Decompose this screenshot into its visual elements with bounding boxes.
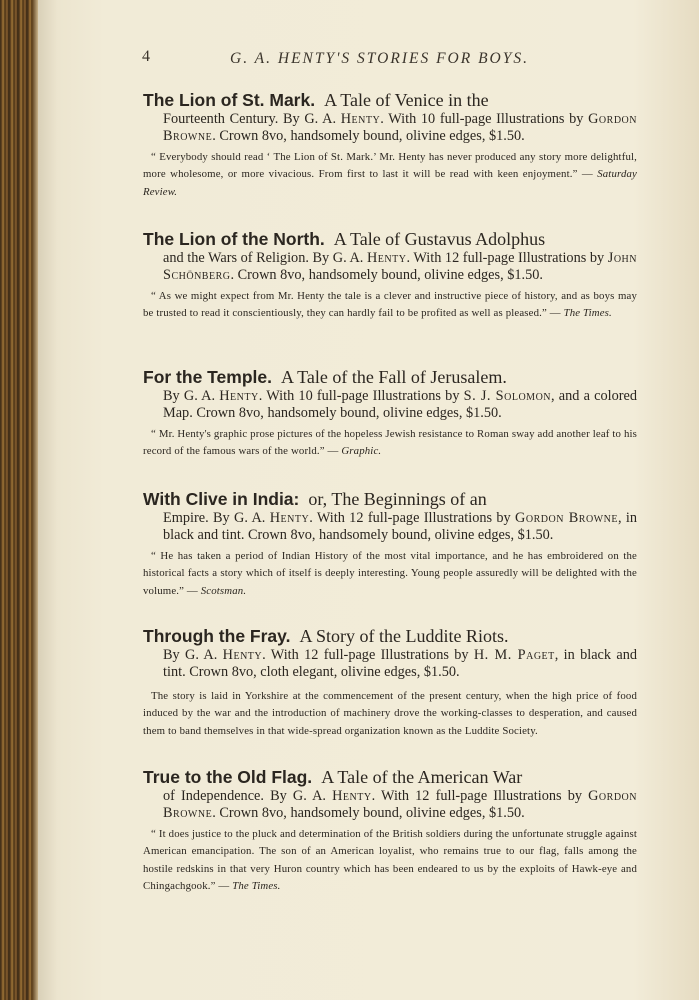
desc-text: , in black and tint. Crown 8vo, cloth elegant, olivine edges, $1.50. bbox=[163, 647, 637, 680]
book-entry bbox=[143, 626, 637, 740]
illustrator-name: H. M. Paget bbox=[473, 647, 555, 663]
quote-text: “ It does justice to the pluck and determination of the British soldiers during the unfortunate struggle against American emancipation. The son of an American loyalist, who remains true to our flag, falls among the hostile redskins in that very Huron country which has been endeared to us by the exploits of Hawk-eye and Chingachgook.” — bbox=[143, 828, 637, 892]
review-quote bbox=[143, 426, 637, 460]
desc-text: . With 12 full-page Illustrations by bbox=[309, 510, 516, 526]
book-entry bbox=[143, 489, 637, 600]
author-name: Henty bbox=[332, 788, 372, 804]
book-subtitle: A Tale of Venice in the bbox=[324, 90, 489, 110]
book-subtitle: A Tale of Gustavus Adolphus bbox=[333, 229, 546, 249]
book-entry bbox=[143, 229, 637, 323]
quote-text: “ As we might expect from Mr. Henty the tale is a clever and instructive piece of history, and as boys may be trusted to read it conscientiously, they can hardly fail to be profited as well as pleased.” — bbox=[143, 290, 637, 320]
book-description bbox=[143, 510, 637, 543]
quote-text: “ He has taken a period of Indian History of the most vital importance, and he has embroidered on the historical facts a story which of itself is deeply interesting. Young people assuredly will be delighted with the volume.” — bbox=[143, 550, 637, 597]
quote-source: The Times. bbox=[563, 307, 612, 320]
desc-text: , in black and tint. Crown 8vo, handsomely bound, olivine edges, $1.50. bbox=[163, 510, 637, 543]
book-title: With Clive in India: bbox=[143, 489, 300, 509]
book-entry bbox=[143, 90, 637, 201]
author-name: Henty bbox=[340, 111, 381, 127]
page-number: 4 bbox=[142, 48, 150, 65]
quote-text: “ Mr. Henty's graphic prose pictures of the hopeless Jewish resistance to Roman sway add another leaf to his record of the famous wars of the world.” — bbox=[143, 428, 637, 458]
author-name: Henty bbox=[366, 250, 407, 266]
book-subtitle: A Story of the Luddite Riots. bbox=[299, 626, 509, 646]
author-name: Henty bbox=[222, 647, 263, 663]
desc-text: of Independence. By G. A. bbox=[163, 788, 333, 804]
review-quote bbox=[143, 288, 637, 322]
desc-text: . With 10 full-page Illustrations by bbox=[380, 111, 589, 127]
review-quote bbox=[143, 548, 637, 600]
book-description bbox=[143, 647, 637, 680]
book-subtitle: A Tale of the American War bbox=[321, 767, 523, 787]
entry-heading bbox=[143, 767, 637, 788]
book-description bbox=[143, 788, 637, 821]
book-description bbox=[143, 388, 637, 421]
entry-heading bbox=[143, 229, 637, 250]
book-spine-edge bbox=[0, 0, 38, 1000]
illustrator-name: Gordon Browne bbox=[515, 510, 618, 526]
quote-source: Saturday Review. bbox=[143, 168, 637, 198]
desc-text: . With 12 full-page Illustrations by bbox=[371, 788, 589, 804]
desc-text: Fourteenth Century. By G. A. bbox=[163, 111, 341, 127]
book-subtitle: or, The Beginnings of an bbox=[308, 489, 487, 509]
book-title: For the Temple. bbox=[143, 367, 272, 387]
desc-text: Empire. By G. A. bbox=[163, 510, 270, 526]
book-subtitle: A Tale of the Fall of Jerusalem. bbox=[281, 367, 507, 387]
desc-text: . Crown 8vo, handsomely bound, olivine edges, $1.50. bbox=[212, 127, 525, 144]
desc-text: By G. A. bbox=[163, 388, 220, 404]
book-description bbox=[143, 111, 637, 144]
author-name: Henty bbox=[269, 510, 310, 526]
book-entry bbox=[143, 367, 637, 461]
desc-text: . With 10 full-page Illustrations by bbox=[258, 388, 464, 404]
desc-text: , and a colored Map. Crown 8vo, handsomely bound, olivine edges, $1.50. bbox=[163, 388, 638, 421]
quote-text: The story is laid in Yorkshire at the commencement of the present century, when the high price of food induced by the war and the introduction of machinery drove the working-classes to desperation, and caused them to band themselves in that wide-spread organization known as the Luddite Society. bbox=[143, 690, 637, 737]
desc-text: . Crown 8vo, handsomely bound, olivine edges, $1.50. bbox=[212, 804, 525, 821]
entry-heading bbox=[143, 90, 637, 111]
book-page bbox=[38, 0, 699, 1000]
book-title: True to the Old Flag. bbox=[143, 767, 313, 787]
entry-heading bbox=[143, 367, 637, 388]
book-title: Through the Fray. bbox=[143, 626, 291, 646]
desc-text: . With 12 full-page Illustrations by bbox=[262, 647, 474, 663]
desc-text: By G. A. bbox=[163, 647, 223, 663]
illustrator-name: Gordon Browne bbox=[163, 788, 637, 821]
illustrator-name: John Schönberg bbox=[163, 250, 637, 283]
book-entry bbox=[143, 767, 637, 895]
desc-text: and the Wars of Religion. By G. A. bbox=[163, 250, 367, 266]
entry-heading bbox=[143, 489, 637, 510]
entry-heading bbox=[143, 626, 637, 647]
author-name: Henty bbox=[219, 388, 259, 404]
book-title: The Lion of St. Mark. bbox=[143, 90, 316, 110]
review-quote bbox=[143, 826, 637, 895]
review-quote bbox=[143, 149, 637, 201]
quote-source: Scotsman. bbox=[200, 584, 247, 597]
book-title: The Lion of the North. bbox=[143, 229, 325, 249]
illustrator-name: S. J. Solomon bbox=[463, 388, 552, 404]
quote-source: Graphic. bbox=[341, 445, 382, 458]
quote-text: “ Everybody should read ‘ The Lion of St. Mark.’ Mr. Henty has never produced any story more delightful, more wholesome, or more vivacious. From first to last it will be read with keen enjoyment.” — bbox=[143, 151, 637, 181]
desc-text: . With 12 full-page Illustrations by bbox=[406, 250, 608, 266]
desc-text: . Crown 8vo, handsomely bound, olivine edges, $1.50. bbox=[230, 266, 543, 283]
quote-source: The Times. bbox=[232, 879, 281, 892]
review-quote bbox=[143, 688, 637, 740]
running-head: G. A. HENTY'S STORIES FOR BOYS. bbox=[230, 50, 529, 67]
book-description bbox=[143, 250, 637, 283]
illustrator-name: Gordon Browne bbox=[163, 111, 637, 144]
